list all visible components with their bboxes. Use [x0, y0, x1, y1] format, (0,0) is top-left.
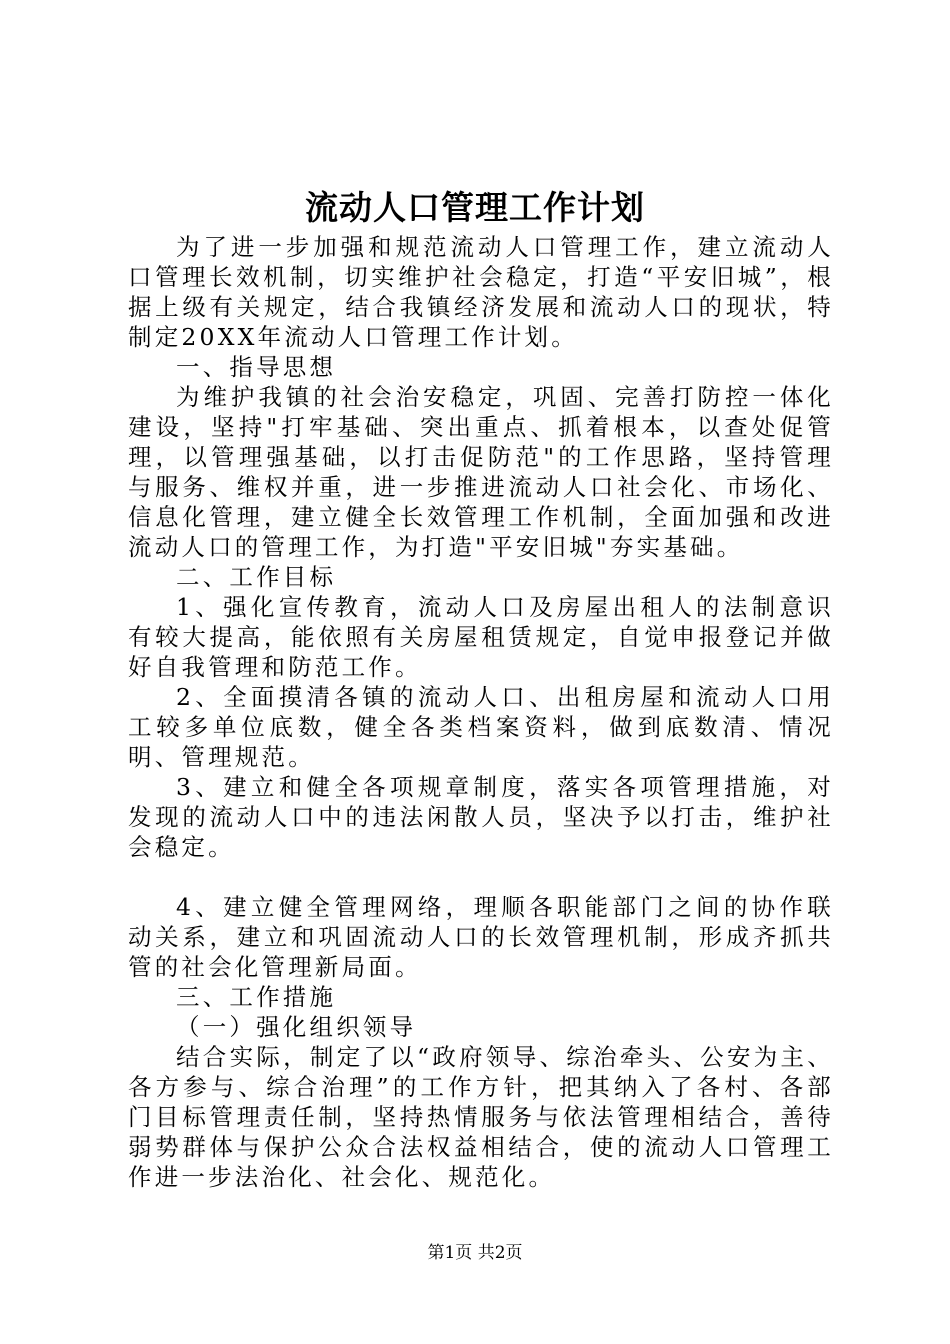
document-body	[128, 232, 834, 1192]
measures-paragraph-1: 结合实际，制定了以“政府领导、综治牵头、公安为主、各方参与、综合治理”的工作方针，把其纳入了各村、各部门目标管理责任制，坚持热情服务与依法管理相结合，善待弱势群体与保护公众合法权益相结合，使的流动人口管理工作进一步法治化、社会化、规范化。	[128, 1043, 834, 1191]
page-number-footer: 第1页 共2页	[427, 1243, 523, 1263]
goal-paragraph-1: 1、强化宣传教育，流动人口及房屋出租人的法制意识有较大提高，能依照有关房屋租赁规定，自觉申报登记并做好自我管理和防范工作。	[128, 593, 834, 681]
goal-paragraph-2: 2、全面摸清各镇的流动人口、出租房屋和流动人口用工较多单位底数，健全各类档案资料，做到底数清、情况明、管理规范。	[128, 683, 834, 771]
goal-paragraph-4: 4、建立健全管理网络，理顺各职能部门之间的协作联动关系，建立和巩固流动人口的长效管理机制，形成齐抓共管的社会化管理新局面。	[128, 893, 834, 981]
section-heading-guiding-principle: 一、指导思想	[176, 353, 337, 381]
intro-paragraph: 为了进一步加强和规范流动人口管理工作，建立流动人口管理长效机制，切实维护社会稳定，打造“平安旧城”，根据上级有关规定，结合我镇经济发展和流动人口的现状，特制定20XX年流动人口管理工作计划。	[128, 233, 834, 351]
guiding-principle-paragraph: 为维护我镇的社会治安稳定，巩固、完善打防控一体化建设，坚持"打牢基础、突出重点、抓着根本，以查处促管理，以管理强基础，以打击促防范"的工作思路，坚持管理与服务、维权并重，进一步推进流动人口社会化、市场化、信息化管理，建立健全长效管理工作机制，全面加强和改进流动人口的管理工作，为打造"平安旧城"夯实基础。	[128, 383, 834, 561]
paragraph-gap	[128, 862, 834, 892]
goal-paragraph-3: 3、建立和健全各项规章制度，落实各项管理措施，对发现的流动人口中的违法闲散人员，坚决予以打击，维护社会稳定。	[128, 773, 834, 861]
subheading-organization-leadership: （一）强化组织领导	[176, 1013, 417, 1041]
document-title: 流动人口管理工作计划	[305, 188, 645, 227]
section-heading-work-measures: 三、工作措施	[176, 983, 337, 1011]
section-heading-work-goals: 二、工作目标	[176, 563, 337, 591]
